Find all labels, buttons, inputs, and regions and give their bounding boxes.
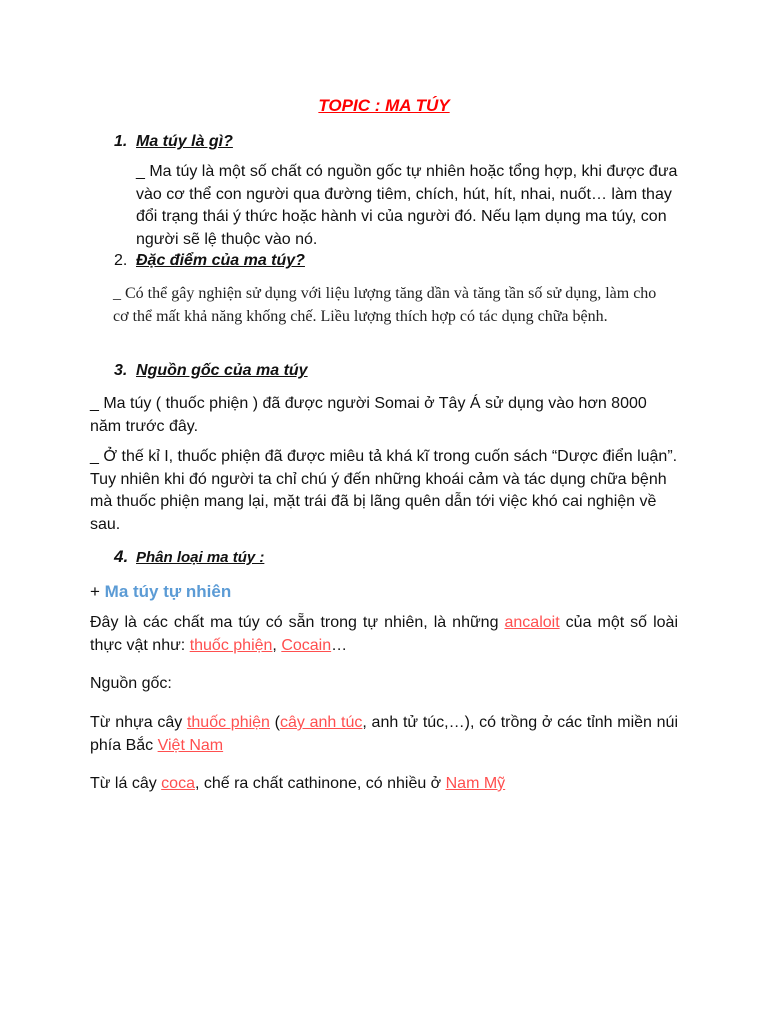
link-cocain[interactable]: Cocain [281, 636, 332, 654]
heading-number: 1. [114, 133, 128, 150]
paragraph-natural-definition [90, 612, 678, 657]
heading-number: 2. [114, 252, 128, 269]
heading-what-is-drug [114, 133, 233, 151]
paragraph-origin-label: Nguồn gốc: [90, 675, 172, 692]
text-run: , [272, 636, 282, 654]
text-run: ( [269, 714, 281, 731]
heading-text: Ma túy là gì? [136, 133, 233, 150]
heading-origin [114, 362, 308, 380]
link-coca[interactable]: coca [161, 775, 195, 792]
text-run: … [331, 636, 348, 654]
text-run: , anh tử túc,…), có trồng ở các tỉnh miền núi phía Bắc [90, 714, 679, 754]
heading-text: Phân loại ma túy : [136, 549, 265, 566]
link-thuoc-phien[interactable]: thuốc phiện [189, 636, 273, 654]
paragraph-opium-source [90, 712, 678, 757]
link-thuoc-phien-2[interactable]: thuốc phiện [186, 714, 270, 731]
document-title: TOPIC : MA TÚY [318, 96, 450, 115]
text-run: Từ lá cây [90, 775, 162, 792]
heading-number: 4. [114, 547, 129, 566]
link-cay-anh-tuc[interactable]: cây anh túc [280, 714, 363, 731]
text-run: Đây là các chất ma túy có sẵn trong tự nhiên, là những [90, 614, 505, 631]
paragraph-origin-book: _ Ở thế kỉ I, thuốc phiện đã được miêu tả khá kĩ trong cuốn sách “Dược điển luận”. Tuy nhiên khi đó người ta chỉ chú ý đến những khoái cảm và tác dụng chữa bệnh mà thuốc phiện mang lại, mặt trái đã bị lãng quên dẫn tới việc khó cai nghiện về sau. [90, 448, 678, 533]
heading-number: 3. [114, 362, 128, 379]
heading-classification [114, 547, 264, 567]
paragraph-characteristics: _ Có thể gây nghiện sử dụng với liệu lượng tăng dần và tăng tần số sử dụng, làm cho cơ thể mất khả năng khống chế. Liều lượng thích hợp có tác dụng chữa bệnh. [113, 285, 657, 325]
link-nam-my[interactable]: Nam Mỹ [445, 775, 506, 792]
link-viet-nam[interactable]: Việt Nam [157, 736, 224, 754]
subheading-natural-drugs [90, 582, 231, 602]
heading-text: Nguồn gốc của ma túy [136, 362, 308, 379]
text-run: Từ nhựa cây [90, 714, 187, 731]
heading-characteristics [114, 252, 305, 270]
link-ancaloit[interactable]: ancaloit [504, 614, 560, 631]
paragraph-origin-history: _ Ma túy ( thuốc phiện ) đã được người Somai ở Tây Á sử dụng vào hơn 8000 năm trước đây. [90, 395, 647, 435]
text-run: , chế ra chất cathinone, có nhiều ở [194, 775, 446, 792]
paragraph-definition: _ Ma túy là một số chất có nguồn gốc tự nhiên hoặc tổng hợp, khi được đưa vào cơ thể con người qua đường tiêm, chích, hút, hít, nhai, nuốt… làm thay đổi trạng thái ý thức hoặc hành vi của người đó. Nếu lạm dụng ma túy, con người sẽ lệ thuộc vào nó. [136, 163, 678, 248]
paragraph-coca-source [90, 773, 678, 796]
heading-text: Đặc điểm của ma túy? [136, 252, 305, 269]
text-run: của một số loài thực vật như: [90, 614, 678, 654]
plus-marker: + [90, 582, 105, 601]
subheading-text: Ma túy tự nhiên [104, 582, 232, 601]
